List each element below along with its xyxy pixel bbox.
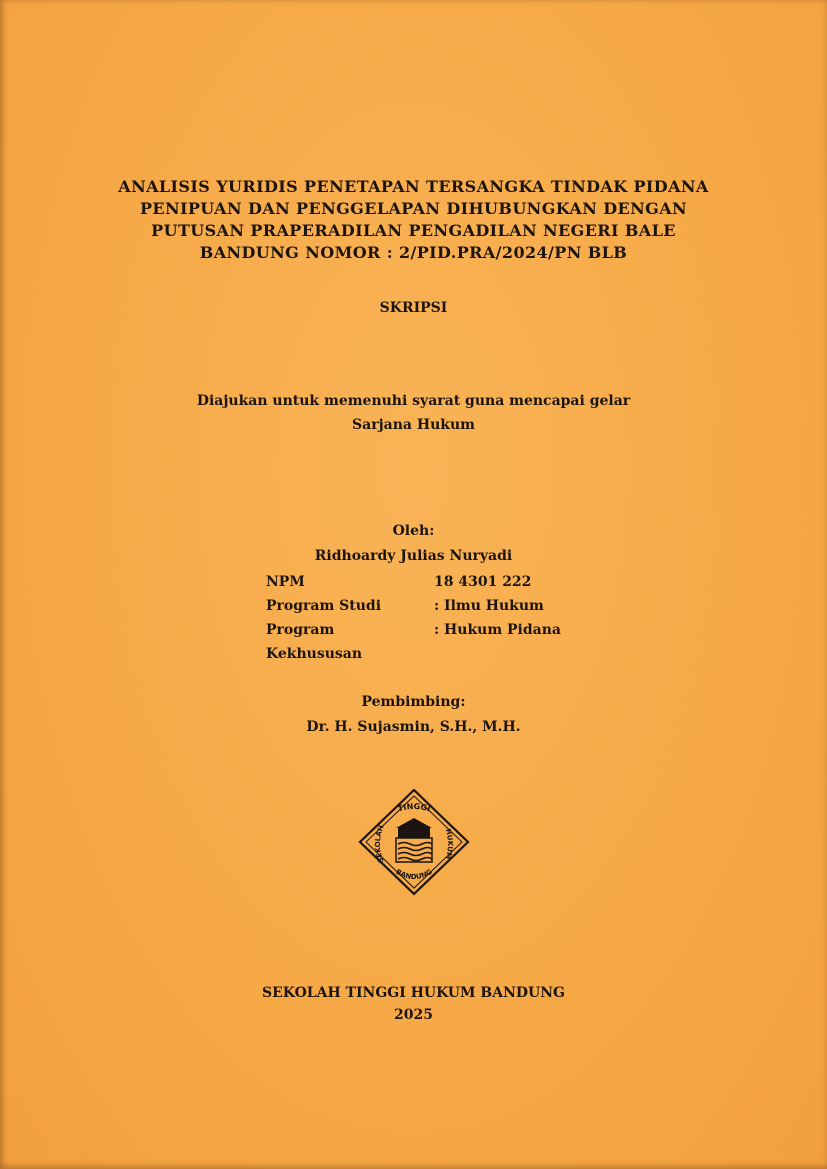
institution-name: SEKOLAH TINGGI HUKUM BANDUNG [262, 985, 565, 1001]
document-type: SKRIPSI [379, 300, 448, 316]
logo-text-top: TINGGI [396, 801, 432, 814]
title-line: BANDUNG NOMOR : 2/PID.PRA/2024/PN BLB [199, 243, 628, 262]
title-line: ANALISIS YURIDIS PENETAPAN TERSANGKA TINDAK PIDANA [118, 177, 709, 196]
year: 2025 [394, 1007, 433, 1023]
advisor-name: Dr. H. Sujasmin, S.H., M.H. [306, 719, 521, 735]
student-info [266, 570, 561, 662]
info-value: : Ilmu Hukum [434, 598, 544, 614]
info-value: : Hukum Pidana [434, 622, 561, 638]
info-row-npm [266, 570, 561, 594]
institution-block [0, 982, 827, 1026]
info-row-program-kekhususan [266, 618, 561, 662]
logo-text-left: SEKOLAH [373, 824, 386, 864]
thesis-title [0, 176, 827, 264]
logo-text-bottom: BANDUNG [394, 867, 434, 882]
logo-emblem [396, 818, 432, 862]
advisor-label: Pembimbing: [361, 694, 466, 710]
by-label: Oleh: [392, 523, 435, 539]
title-line: PUTUSAN PRAPERADILAN PENGADILAN NEGERI BALE [151, 221, 676, 240]
author-name: Ridhoardy Julias Nuryadi [314, 548, 513, 564]
info-value: 18 4301 222 [434, 574, 532, 590]
info-label: Program Kekhususan [266, 622, 363, 662]
purpose-line: Diajukan untuk memenuhi syarat guna mencapai gelar [196, 393, 631, 409]
info-label: NPM [266, 574, 305, 590]
purpose-line: Sarjana Hukum [352, 417, 475, 433]
institution-logo [358, 788, 470, 896]
title-line: PENIPUAN DAN PENGGELAPAN DIHUBUNGKAN DENGAN [139, 199, 688, 218]
info-label: Program Studi [266, 598, 382, 614]
info-row-program-studi [266, 594, 561, 618]
purpose-statement [0, 389, 827, 437]
logo-text-right: HUKUM [443, 827, 455, 861]
